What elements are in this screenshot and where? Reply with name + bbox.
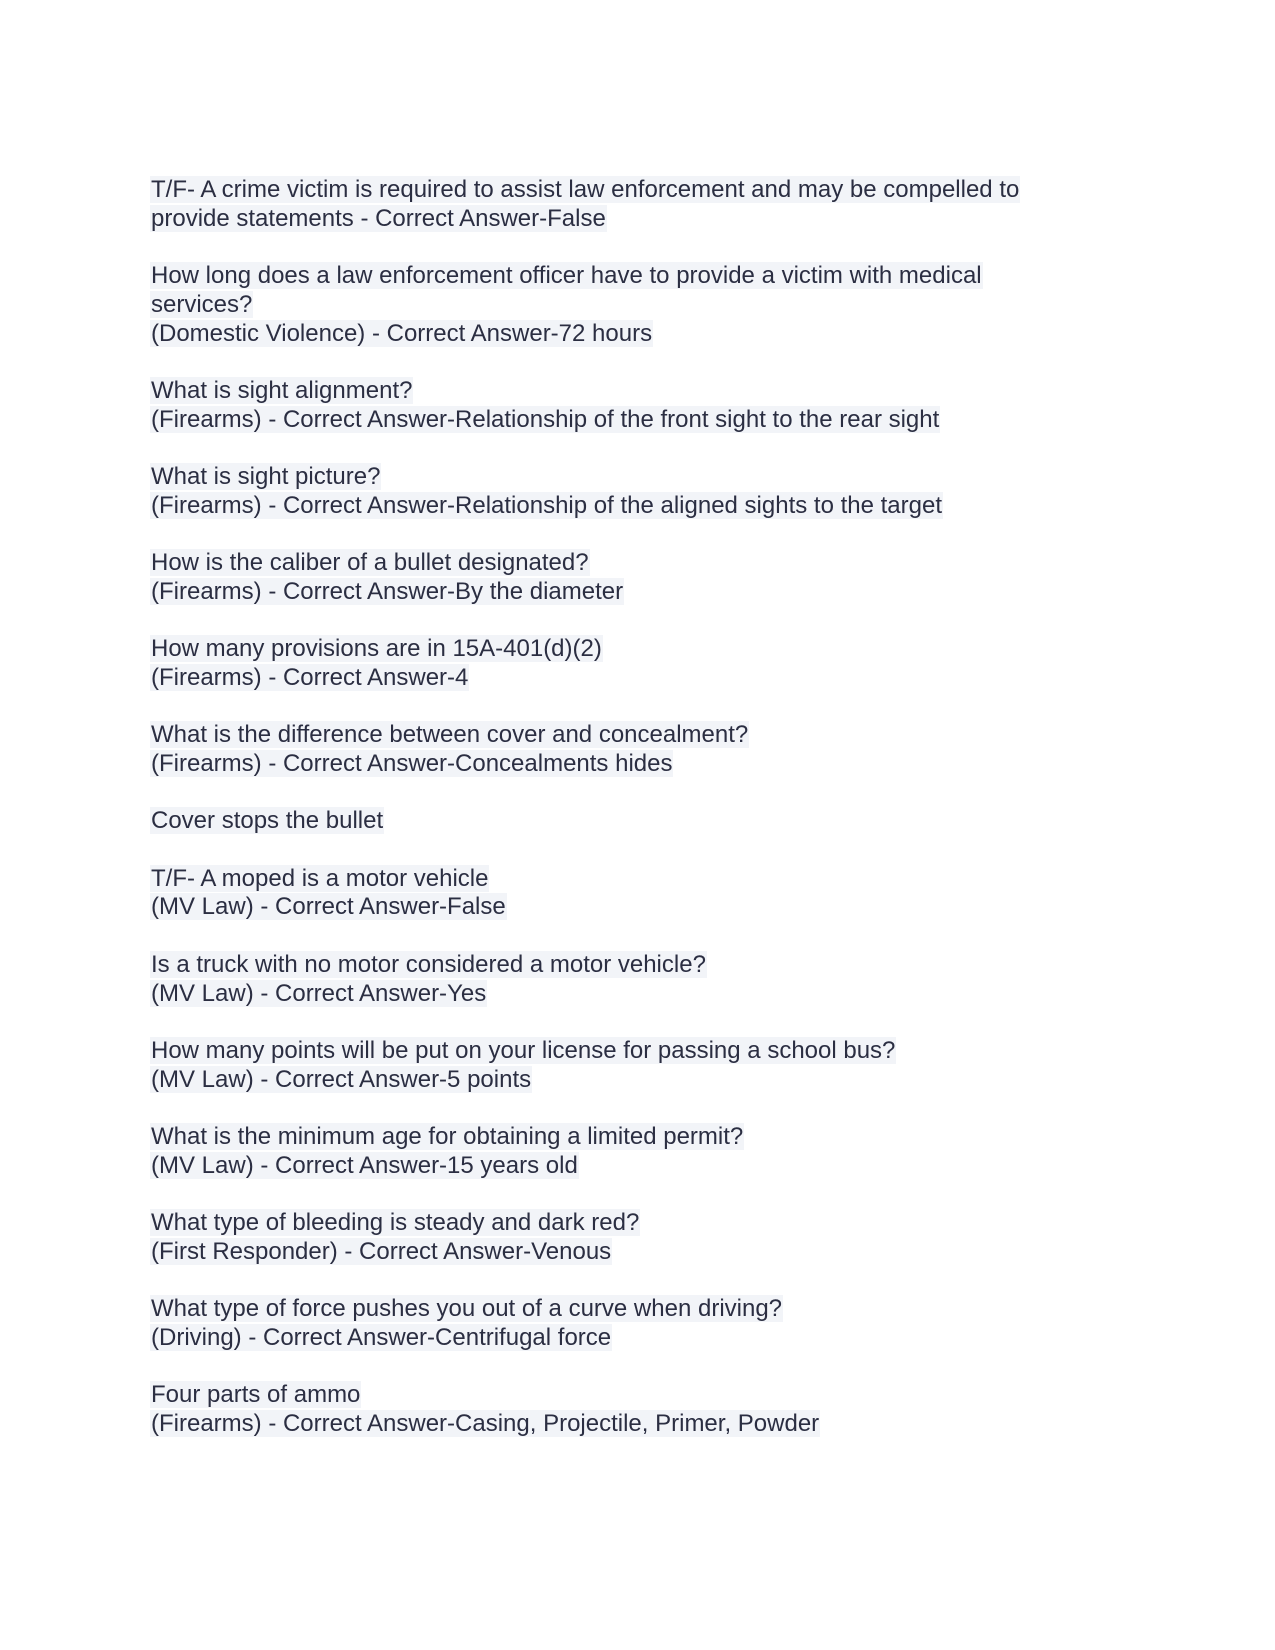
text-line xyxy=(150,377,1150,406)
qa-entry xyxy=(150,1295,1150,1352)
highlighted-text: (MV Law) - Correct Answer-Yes xyxy=(151,979,487,1007)
qa-entry xyxy=(150,1381,1150,1438)
text-line xyxy=(150,463,1150,492)
highlighted-text: (Firearms) - Correct Answer-Concealments hides xyxy=(151,749,673,777)
text-line xyxy=(150,1238,1150,1267)
qa-entry xyxy=(150,377,1150,434)
text-line xyxy=(150,865,1150,894)
highlighted-text: T/F- A moped is a motor vehicle xyxy=(151,864,489,892)
text-line xyxy=(150,1295,1150,1324)
highlighted-text: (Firearms) - Correct Answer-4 xyxy=(151,663,469,691)
text-line xyxy=(150,807,1150,836)
highlighted-text: What is the difference between cover and concealment? xyxy=(151,721,749,749)
highlighted-text: (Firearms) - Correct Answer-By the diameter xyxy=(151,577,624,605)
text-line xyxy=(150,980,1150,1009)
text-line xyxy=(150,721,1150,750)
highlighted-text: Cover stops the bullet xyxy=(151,807,384,835)
highlighted-text: How many points will be put on your license for passing a school bus? xyxy=(151,1036,896,1064)
highlighted-text: (MV Law) - Correct Answer-5 points xyxy=(151,1065,532,1093)
highlighted-text: Is a truck with no motor considered a motor vehicle? xyxy=(151,950,706,978)
highlighted-text: Four parts of ammo xyxy=(151,1381,361,1409)
text-line xyxy=(150,1123,1150,1152)
highlighted-text: What type of bleeding is steady and dark red? xyxy=(151,1209,640,1237)
text-line xyxy=(150,664,1150,693)
highlighted-text: (MV Law) - Correct Answer-False xyxy=(151,893,506,921)
text-line xyxy=(150,406,1150,435)
text-line xyxy=(150,1037,1150,1066)
text-line xyxy=(150,320,1150,349)
highlighted-text: (Firearms) - Correct Answer-Casing, Projectile, Primer, Powder xyxy=(151,1410,820,1438)
highlighted-text: What is sight alignment? xyxy=(151,376,413,404)
qa-entry xyxy=(150,1037,1150,1094)
qa-entry xyxy=(150,463,1150,520)
highlighted-text: (MV Law) - Correct Answer-15 years old xyxy=(151,1151,578,1179)
text-line xyxy=(150,1410,1150,1439)
text-line xyxy=(150,549,1150,578)
highlighted-text: (Firearms) - Correct Answer-Relationship of the aligned sights to the target xyxy=(151,491,943,519)
text-line xyxy=(150,578,1150,607)
text-line xyxy=(150,635,1150,664)
highlighted-text: (Domestic Violence) - Correct Answer-72 hours xyxy=(151,319,653,347)
qa-entry xyxy=(150,1209,1150,1266)
highlighted-text: (Firearms) - Correct Answer-Relationship of the front sight to the rear sight xyxy=(151,405,940,433)
highlighted-text: How long does a law enforcement officer have to provide a victim with medical xyxy=(151,262,982,290)
text-line xyxy=(150,262,1150,291)
text-line xyxy=(150,1209,1150,1238)
qa-entry xyxy=(150,721,1150,778)
highlighted-text: provide statements - Correct Answer-False xyxy=(151,204,606,232)
qa-list xyxy=(150,176,1150,1467)
qa-entry xyxy=(150,549,1150,606)
highlighted-text: (First Responder) - Correct Answer-Venous xyxy=(151,1237,612,1265)
highlighted-text: services? xyxy=(151,290,253,318)
qa-entry xyxy=(150,951,1150,1008)
highlighted-text: What type of force pushes you out of a curve when driving? xyxy=(151,1295,783,1323)
highlighted-text: T/F- A crime victim is required to assist law enforcement and may be compelled to xyxy=(151,176,1020,203)
highlighted-text: What is sight picture? xyxy=(151,462,381,490)
qa-entry xyxy=(150,176,1150,233)
text-line xyxy=(150,492,1150,521)
text-line xyxy=(150,176,1150,205)
highlighted-text: (Driving) - Correct Answer-Centrifugal force xyxy=(151,1323,612,1351)
highlighted-text: How many provisions are in 15A-401(d)(2) xyxy=(151,635,602,663)
qa-entry xyxy=(150,1123,1150,1180)
qa-entry xyxy=(150,865,1150,922)
text-line xyxy=(150,1324,1150,1353)
text-line xyxy=(150,1381,1150,1410)
text-line xyxy=(150,1152,1150,1181)
highlighted-text: What is the minimum age for obtaining a limited permit? xyxy=(151,1123,744,1151)
qa-entry xyxy=(150,807,1150,836)
text-line xyxy=(150,893,1150,922)
qa-entry xyxy=(150,262,1150,348)
text-line xyxy=(150,205,1150,234)
text-line xyxy=(150,750,1150,779)
text-line xyxy=(150,291,1150,320)
highlighted-text: How is the caliber of a bullet designated? xyxy=(151,549,589,577)
text-line xyxy=(150,951,1150,980)
text-line xyxy=(150,1066,1150,1095)
qa-entry xyxy=(150,635,1150,692)
